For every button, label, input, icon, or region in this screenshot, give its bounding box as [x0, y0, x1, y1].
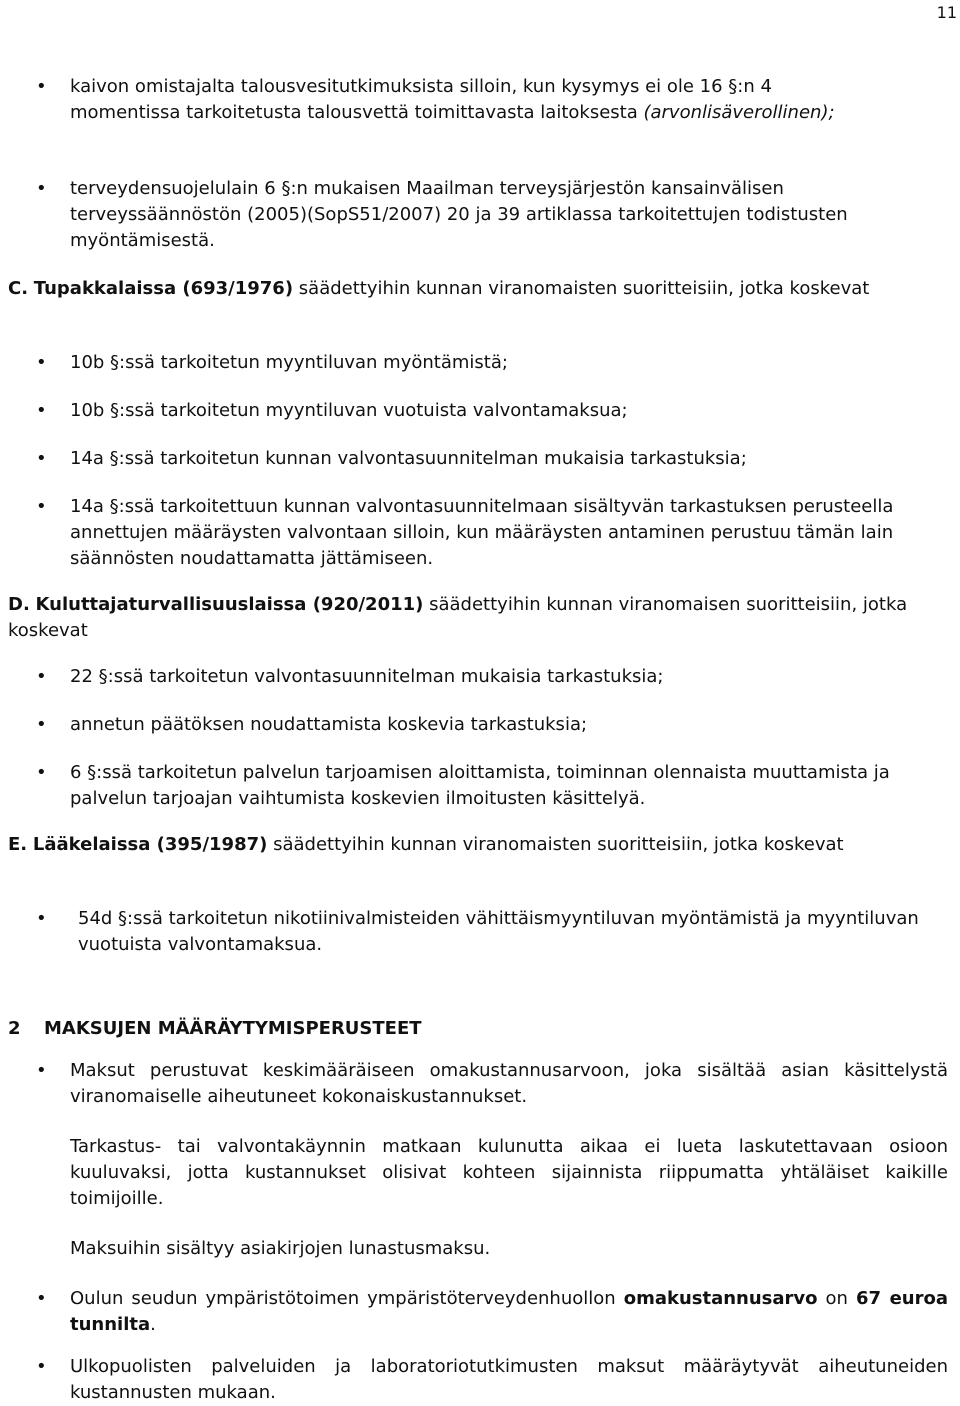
- bullet-icon: •: [36, 76, 47, 97]
- law-title: Lääkelaissa (395/1987): [32, 834, 268, 855]
- section-text: säädettyihin kunnan viranomaisten suoritteisiin, jotka koskevat: [267, 834, 844, 855]
- list-item-text: annetun päätöksen noudattamista koskevia tarkastuksia;: [70, 714, 588, 735]
- bullet-icon: •: [36, 714, 47, 735]
- bullet-icon: •: [36, 1060, 47, 1081]
- list-item-text: Oulun seudun ympäristötoimen ympäristöterveydenhuollon: [70, 1288, 624, 1309]
- section-number: 2: [8, 1018, 21, 1039]
- section-letter: C.: [8, 278, 29, 299]
- law-title: Kuluttajaturvallisuuslaissa (920/2011): [35, 594, 424, 615]
- emphasis-text: omakustannusarvo: [623, 1288, 818, 1309]
- list-item-text: terveydensuojelulain 6 §:n mukaisen Maailman terveysjärjestön kansainvälisen terveyssäännöstön (2005)(SopS51/2007) 20 ja 39 artiklassa tarkoitettujen todistusten myöntämisestä.: [70, 178, 848, 251]
- list-item-text: Maksut perustuvat keskimääräiseen omakustannusarvoon, joka sisältää asian käsittelystä viranomaiselle aiheutuneet kokonaiskustannukset.: [70, 1060, 948, 1107]
- list-item-text: .: [150, 1314, 156, 1335]
- bullet-icon: •: [36, 1288, 47, 1309]
- bullet-icon: •: [36, 908, 47, 929]
- list-item-text: 22 §:ssä tarkoitetun valvontasuunnitelman mukaisia tarkastuksia;: [70, 666, 664, 687]
- law-title: Tupakkalaissa (693/1976): [33, 278, 294, 299]
- list-item-italic-text: (arvonlisäverollinen);: [643, 102, 835, 123]
- paragraph-text: Tarkastus- tai valvontakäynnin matkaan kulunutta aikaa ei lueta laskutettavaan osioon kuuluvaksi, jotta kustannukset olisivat kohteen sijainnista riippumatta yhtäläiset kaikille toimijoille.: [70, 1136, 948, 1209]
- section-letter: D.: [8, 594, 30, 615]
- list-item-text: 54d §:ssä tarkoitetun nikotiinivalmisteiden vähittäismyyntiluvan myöntämistä ja myyntiluvan vuotuista valvontamaksua.: [78, 908, 919, 955]
- emphasis-text: 67 euroa tunnilta: [70, 1288, 948, 1335]
- bullet-icon: •: [36, 400, 47, 421]
- section-title: MAKSUJEN MÄÄRÄYTYMISPERUSTEET: [44, 1018, 422, 1039]
- bullet-icon: •: [36, 762, 47, 783]
- list-item-text: Ulkopuolisten palveluiden ja laboratoriotutkimusten maksut määräytyvät aiheutuneiden kustannusten mukaan.: [70, 1356, 948, 1403]
- bullet-icon: •: [36, 496, 47, 517]
- section-letter: E.: [8, 834, 28, 855]
- list-item-text: 10b §:ssä tarkoitetun myyntiluvan vuotuista valvontamaksua;: [70, 400, 628, 421]
- page-number: 11: [936, 3, 957, 22]
- section-text: säädettyihin kunnan viranomaisten suoritteisiin, jotka koskevat: [293, 278, 870, 299]
- list-item-text: 14a §:ssä tarkoitetun kunnan valvontasuunnitelman mukaisia tarkastuksia;: [70, 448, 747, 469]
- section-text: säädettyihin kunnan viranomaisen suoritteisiin, jotka koskevat: [8, 594, 908, 641]
- list-item-text: 10b §:ssä tarkoitetun myyntiluvan myöntämistä;: [70, 352, 508, 373]
- bullet-icon: •: [36, 1356, 47, 1377]
- list-item-text: on: [817, 1288, 856, 1309]
- list-item-text: 6 §:ssä tarkoitetun palvelun tarjoamisen aloittamista, toiminnan olennaista muuttamista ja palvelun tarjoajan vaihtumista koskevien ilmoitusten käsittelyä.: [70, 762, 890, 809]
- list-item-text: kaivon omistajalta talousvesitutkimuksista silloin, kun kysymys ei ole 16 §:n 4 momentissa tarkoitetusta talousvettä toimittavasta laitoksesta: [70, 76, 772, 123]
- paragraph-text: Maksuihin sisältyy asiakirjojen lunastusmaksu.: [70, 1238, 491, 1259]
- list-item-text: 14a §:ssä tarkoitettuun kunnan valvontasuunnitelmaan sisältyvän tarkastuksen perusteella annettujen määräysten valvontaan silloin, kun määräysten antaminen perustuu tämän lain säännösten noudattamatta jättämiseen.: [70, 496, 894, 569]
- bullet-icon: •: [36, 352, 47, 373]
- bullet-icon: •: [36, 178, 47, 199]
- bullet-icon: •: [36, 666, 47, 687]
- bullet-icon: •: [36, 448, 47, 469]
